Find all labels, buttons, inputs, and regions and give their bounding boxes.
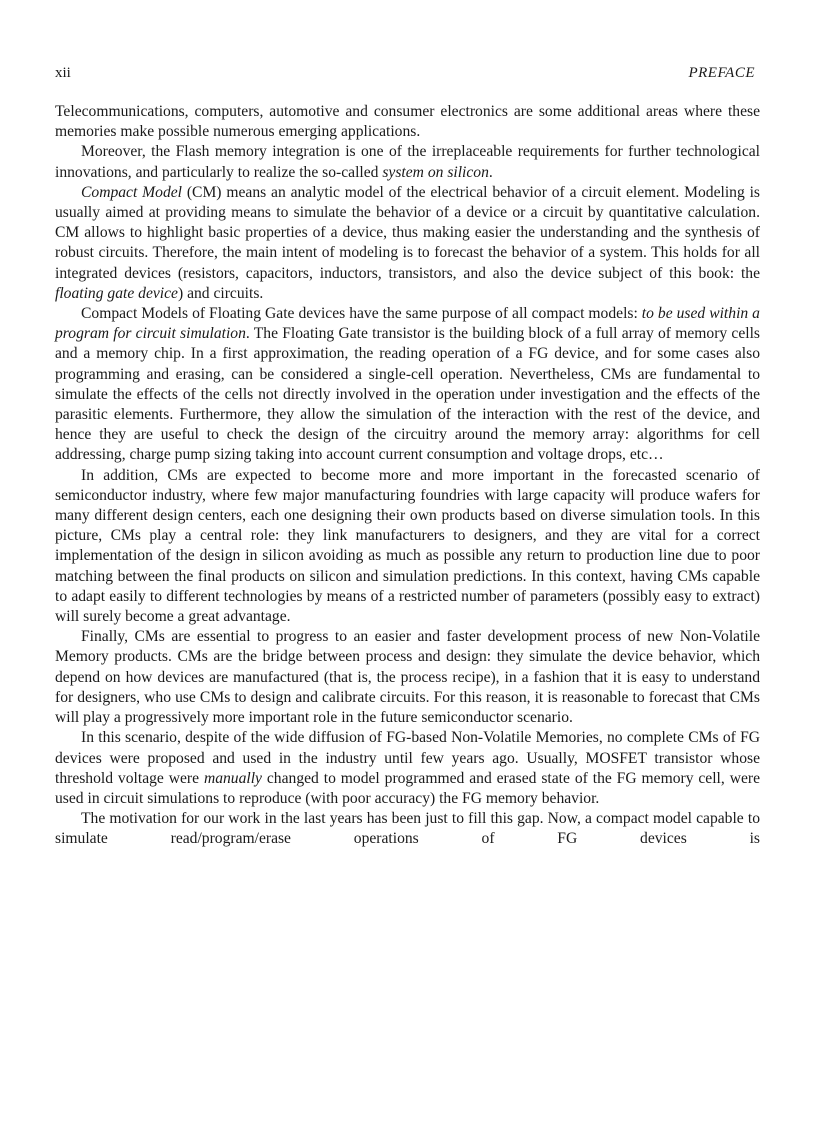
- paragraph-2: Moreover, the Flash memory integration is one of the irreplaceable requirements for further technological innovations, and particularly to realize the so-called system on silicon.: [55, 143, 760, 181]
- page-number: xii: [55, 65, 71, 81]
- paragraph-6: Finally, CMs are essential to progress to an easier and faster development process of new Non-Volatile Memory products. CMs are the bridge between process and design: they simulate the device behavior, which depend on how devices are manufactured (that is, the process recipe), in a fashion that it is easy to understand for designers, who use CMs to design and calibrate circuits. For this reason, it is reasonable to forecast that CMs will play a progressively more important role in the future semiconductor scenario.: [55, 628, 760, 727]
- italic-term: floating gate device: [55, 284, 178, 302]
- italic-term: to be used within a program for circuit simulation: [55, 305, 760, 343]
- italic-term: system on silicon: [382, 163, 489, 181]
- paragraph-8: The motivation for our work in the last years has been just to fill this gap. Now, a compact model capable to simulate read/program/erase operations of FG devices is: [55, 810, 760, 848]
- book-page: [55, 62, 760, 850]
- body-text: [55, 102, 760, 850]
- paragraph-5: In addition, CMs are expected to become more and more important in the forecasted scenario of semiconductor industry, where few major manufacturing foundries with large capacity will produce wafers for many different design centers, each one designing their own products based on diverse simulation tools. In this picture, CMs play a central role: they link manufacturers to designers, and they are vital for a correct implementation of the design in silicon avoiding as much as possible any return to production line due to poor matching between the final products on silicon and simulation predictions. In this context, having CMs capable to adapt easily to different technologies by means of a restricted number of parameters (possibly easy to extract) will surely become a great advantage.: [55, 466, 760, 626]
- running-header: [55, 62, 760, 84]
- paragraph-4: Compact Models of Floating Gate devices have the same purpose of all compact models: to be used within a program for circuit simulation. The Floating Gate transistor is the building block of a full array of memory cells and a memory chip. In a first approximation, the reading operation of a FG device, and for some cases also programming and erasing, can be considered a single-cell operation. Nevertheless, CMs are fundamental to simulate the effects of the cells not directly involved in the operation under investigation and the effects of the parasitic elements. Furthermore, they allow the simulation of the interaction with the rest of the device, and hence they are useful to check the design of the circuitry around the memory array: algorithms for cell addressing, charge pump sizing taking into account current consumption and voltage drops, etc…: [55, 305, 761, 464]
- italic-term: Compact Model: [81, 183, 182, 201]
- paragraph-1: Telecommunications, computers, automotive and consumer electronics are some additional areas where these memories make possible numerous emerging applications.: [55, 103, 760, 141]
- section-title: PREFACE: [688, 65, 755, 81]
- paragraph-3: Compact Model (CM) means an analytic model of the electrical behavior of a circuit element. Modeling is usually aimed at providing means to simulate the behavior of a device or a circuit by quantitative calculation. CM allows to highlight basic properties of a device, thus making easier the understanding and the synthesis of robust circuits. Therefore, the main intent of modeling is to forecast the behavior of a system. This holds for all integrated devices (resistors, capacitors, inductors, transistors, and also the device subject of this book: the floating gate device) and circuits.: [55, 183, 760, 302]
- paragraph-7: In this scenario, despite of the wide diffusion of FG-based Non-Volatile Memories, no complete CMs of FG devices were proposed and used in the industry until few years ago. Usually, MOSFET transistor whose threshold voltage were manually changed to model programmed and erased state of the FG memory cell, were used in circuit simulations to reproduce (with poor accuracy) the FG memory behavior.: [55, 729, 760, 807]
- italic-term: manually: [203, 769, 262, 787]
